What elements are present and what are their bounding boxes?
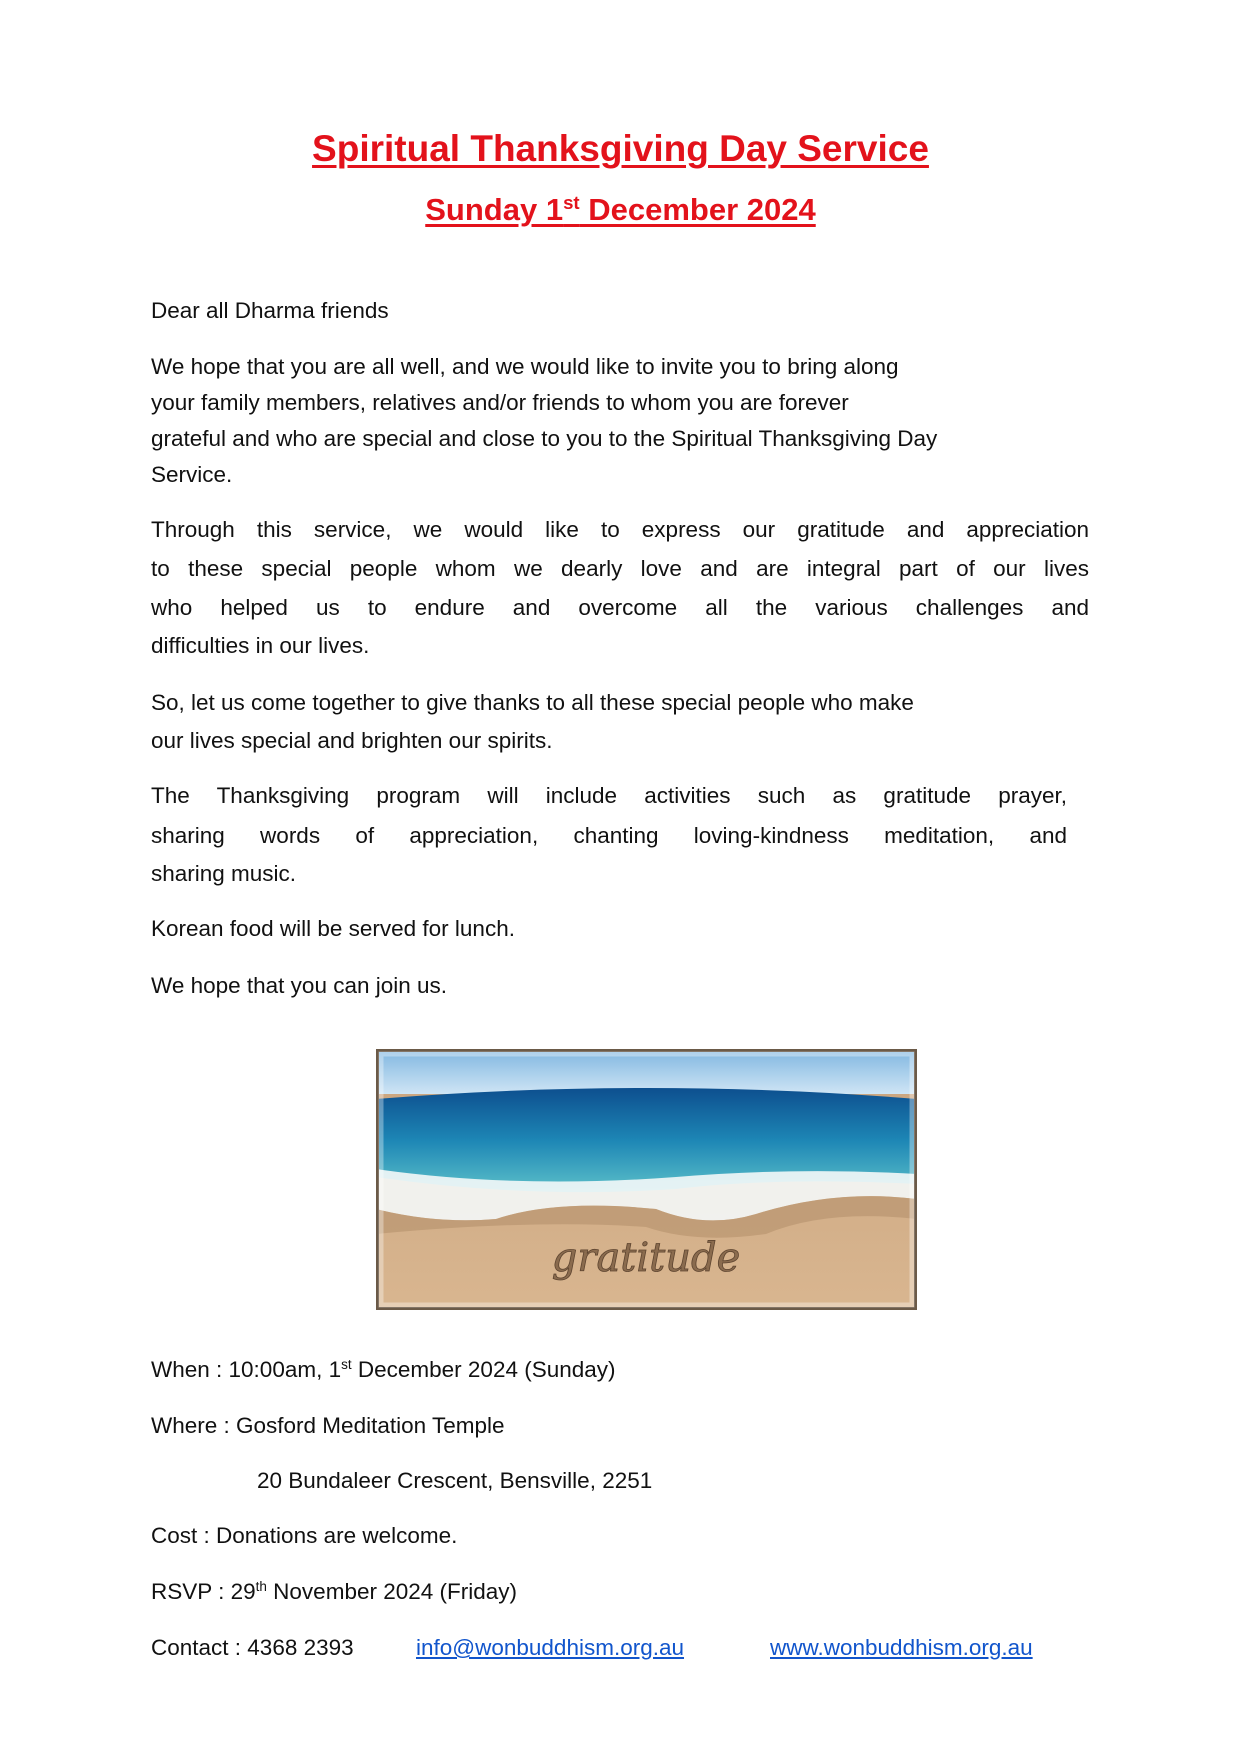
paragraph-line: Through this service, we would like to express our gratitude and appreciation <box>151 517 1089 542</box>
email-link[interactable]: info@wonbuddhism.org.au <box>416 1635 685 1660</box>
address-line: 20 Bundaleer Crescent, Bensville, 2251 <box>257 1468 653 1493</box>
paragraph-line: So, let us come together to give thanks to all these special people who make <box>151 690 914 715</box>
paragraph-line: to these special people whom we dearly love and are integral part of our lives <box>151 556 1089 581</box>
paragraph-line: grateful and who are special and close to you to the Spiritual Thanksgiving Day <box>151 426 938 451</box>
page-title: Spiritual Thanksgiving Day Service <box>312 128 929 169</box>
contact-phone: Contact : 4368 2393 <box>151 1635 354 1660</box>
paragraph-line: sharing music. <box>151 861 297 886</box>
when-line: When : 10:00am, 1st December 2024 (Sunday) <box>151 1356 616 1382</box>
paragraph-line: The Thanksgiving program will include activities such as gratitude prayer, <box>151 783 1067 808</box>
paragraph-line: your family members, relatives and/or friends to whom you are forever <box>151 390 849 415</box>
rsvp-line: RSVP : 29th November 2024 (Friday) <box>151 1578 518 1604</box>
paragraph-line: Korean food will be served for lunch. <box>151 916 515 941</box>
paragraph-line: Service. <box>151 462 233 487</box>
paragraph-line: We hope that you can join us. <box>151 973 448 998</box>
paragraph-line: who helped us to endure and overcome all the various challenges and <box>151 595 1089 620</box>
gratitude-beach-image <box>376 1049 917 1310</box>
greeting: Dear all Dharma friends <box>151 298 389 323</box>
paragraph-line: difficulties in our lives. <box>151 633 370 658</box>
event-date: Sunday 1st December 2024 <box>425 191 816 227</box>
cost-line: Cost : Donations are welcome. <box>151 1523 458 1548</box>
paragraph-line: our lives special and brighten our spirits. <box>151 728 553 753</box>
website-link[interactable]: www.wonbuddhism.org.au <box>770 1635 1033 1660</box>
paragraph-line: We hope that you are all well, and we would like to invite you to bring along <box>151 354 899 379</box>
where-line: Where : Gosford Meditation Temple <box>151 1413 505 1438</box>
gratitude-sand-writing: gratitude <box>551 1235 741 1281</box>
paragraph-line: sharing words of appreciation, chanting loving-kindness meditation, and <box>151 823 1067 848</box>
